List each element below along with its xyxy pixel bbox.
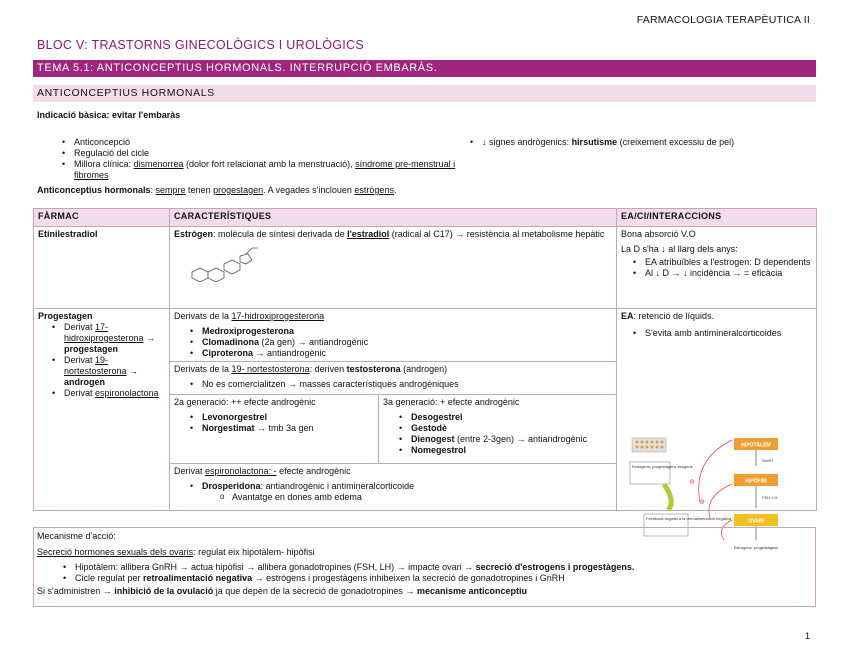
list-item: • EA atribuïbles a l'estrogen: D dependents <box>633 257 812 268</box>
minus-icon: ⊖ <box>699 499 705 506</box>
hipofisi-label: HIPÒFISI <box>745 478 767 485</box>
ea-text: La D s'ha ↓ al llarg dels anys: <box>621 244 738 254</box>
clinic-mid: (dolor fort relacionat amb la menstruació), <box>183 159 356 169</box>
pill-pack-icon <box>632 438 666 452</box>
nortest-link: 19- nortestosterona <box>231 364 310 374</box>
etinilestradiol-ea <box>617 227 817 309</box>
hormonal-label: Anticonceptius hormonals <box>37 185 151 195</box>
clomadinona-rest: (2a gen) → antiandrogènic <box>259 337 369 347</box>
list-item <box>52 355 165 388</box>
hormonal-p2: tenen <box>185 185 214 195</box>
estradiol-link: l'estradiol <box>347 229 390 239</box>
estrogen-label: Estrògen <box>174 229 214 239</box>
col-header-ea: EA/CI/INTERACCIONS <box>617 209 817 227</box>
nortest-cell <box>170 362 616 395</box>
list-item <box>52 322 165 355</box>
final-mid: ja que depèn de la secreció de gonadotropines → <box>213 586 417 596</box>
list-item: • No es comercialitzen → masses característiques androgèniques <box>190 379 612 390</box>
molecule-structure-icon <box>180 242 260 282</box>
col-header-farmac: FÀRMAC <box>34 209 170 227</box>
indicacio-text: evitar l'embaràs <box>109 110 181 120</box>
gen2-cell <box>170 395 379 464</box>
gestode: Gestodè <box>411 423 448 433</box>
list-item: • S'evita amb antimineralcorticoides <box>633 328 812 339</box>
note-exogens: Estrogens, progestàgens exògens <box>632 464 693 469</box>
char-text: (radical al C17) → resistència al metabolisme hepàtic <box>389 229 605 239</box>
dienogest-rest: (entre 2-3gen) → antiandrogènic <box>454 434 588 444</box>
ea-text: Bona absorció V.O <box>621 229 696 239</box>
section-banner: ANTICONCEPTIUS HORMONALS <box>33 85 816 102</box>
intro-list-right <box>470 137 810 148</box>
ea-label: EA <box>621 311 634 321</box>
drosperidona: Drosperidona <box>202 481 261 491</box>
espiro-link: espironolactona: - <box>205 466 277 476</box>
gen2-title: 2a generació: ++ efecte androgènic <box>174 397 316 407</box>
note-feedback: Feedback negatiu a la retroalimentació negativa <box>646 516 732 521</box>
espiro-cell <box>170 464 616 511</box>
list-item: o Avantatge en dones amb edema <box>220 492 612 503</box>
list-item <box>52 388 165 399</box>
final-bold1: inhibició de la ovulació <box>114 586 214 596</box>
output-label: Estrògens, progestàgens <box>733 545 779 550</box>
list-item <box>63 562 812 573</box>
list-item: • Al ↓ D → ↓ incidència → = eficàcia <box>633 268 812 279</box>
espiro-post: efecte androgènic <box>276 466 351 476</box>
arrow-text: → <box>126 366 139 376</box>
list-item: • Anticoncepció <box>62 137 462 148</box>
progestagen-text: progestagen <box>213 185 264 195</box>
secrecio-link: Secreció hormones sexuals dels ovaris <box>37 547 194 557</box>
nortest-pre: Derivats de la <box>174 364 232 374</box>
list-item <box>399 445 612 456</box>
ciproterona: Ciproterona <box>202 348 254 358</box>
hormonal-p1: : <box>150 185 156 195</box>
nortestosterona-link: 19-nortestosterona <box>64 355 127 376</box>
drug-name: Etinilestradiol <box>38 229 98 239</box>
estrogens-text: estrògens <box>354 185 394 195</box>
list-item <box>399 423 612 434</box>
hormonal-line <box>37 185 396 196</box>
hipotalem-label: HIPOTÀLEM <box>741 442 771 449</box>
hormonal-p4: . <box>393 185 397 195</box>
final-bold2: mecanisme anticonceptiu <box>416 586 527 596</box>
tema-banner: TEMA 5.1: ANTICONCEPTIUS HORMONALS. INTERRUPCIÓ EMBARÀS. <box>33 60 816 77</box>
dismenorrea-text: dismenorrea <box>133 159 184 169</box>
b1-bold: secreció d'estrogens i progestàgens. <box>475 562 635 572</box>
list-item: • Regulació del cicle <box>62 148 462 159</box>
course-title: FARMACOLOGIA TERAPÈUTICA II <box>636 14 810 26</box>
b1-pre: Hipotàlem: allibera GnRH → actua hipòfisi → allibera gonadotropines (FSH, LH) → impacte ovari → <box>75 562 476 572</box>
bloc-title: BLOC V: TRASTORNS GINECOLÒGICS I UROLÒGICS <box>37 38 365 52</box>
nomegestrol: Nomegestrol <box>411 445 467 455</box>
b2-bold: retroalimentació negativa <box>143 573 253 583</box>
gen3-cell <box>379 395 617 464</box>
page-number: 1 <box>804 631 810 641</box>
clinic-prefix: Millora clínica: <box>74 159 134 169</box>
list-item <box>190 348 612 359</box>
hidroxi-cell <box>170 309 616 362</box>
list-item <box>190 481 612 503</box>
norgestimat-rest: → tmb 3a gen <box>254 423 314 433</box>
androgen-bold: androgen <box>64 377 106 387</box>
derivat-label: Derivat <box>64 322 96 332</box>
col-header-caracteristiques: CARACTERÍSTIQUES <box>170 209 617 227</box>
ea-rest: : retenció de líquids. <box>633 311 715 321</box>
hidroxi-pre: Derivats de la <box>174 311 232 321</box>
list-item <box>190 326 612 337</box>
gnrh-label: GnRH <box>762 458 774 463</box>
medroxiprogesterona: Medroxiprogesterona <box>202 326 295 336</box>
indicacio-line <box>37 110 180 121</box>
table-row <box>34 227 817 309</box>
hidroxiprogesterona-link: 17-hidroxiprogesterona <box>64 322 144 343</box>
final-pre: Si s'administren → <box>37 586 115 596</box>
list-item <box>63 573 812 584</box>
androgen-prefix: ↓ signes andrògenics: <box>482 137 572 147</box>
char-text: : molècula de síntesi derivada de <box>213 229 348 239</box>
indicacio-label: Indicació bàsica: <box>37 110 110 120</box>
derivat-label: Derivat <box>64 355 96 365</box>
progestagen-subtable <box>170 309 616 510</box>
mechanism-box <box>33 527 816 607</box>
list-item <box>190 337 612 348</box>
espironolactona-link: espironolactona <box>95 388 159 398</box>
secrecio-rest: : regulat eix hipotàlem- hipòfisi <box>193 547 315 557</box>
hidroxi-link: 17-hidroxiprogesterona <box>231 311 325 321</box>
list-item <box>399 412 612 423</box>
drug-name: Progestagen <box>38 311 93 321</box>
minus-icon: ⊖ <box>689 479 695 486</box>
levonorgestrel: Levonorgestrel <box>202 412 268 422</box>
fsh-lh-label: FSH, LH <box>762 495 778 500</box>
drosperidona-rest: : antiandrogènic i antimineralcorticoide <box>260 481 415 491</box>
list-item <box>470 137 810 148</box>
spm-text: síndrome pre-menstrual i fibromes <box>74 159 456 180</box>
drug-etinilestradiol <box>34 227 170 309</box>
gen3-title: 3a generació: + efecte androgènic <box>383 397 520 407</box>
androgen-suffix: (creixement excessiu de pel) <box>617 137 735 147</box>
etinilestradiol-characteristics <box>170 227 617 309</box>
norgestimat: Norgestimat <box>202 423 255 433</box>
list-item <box>399 434 612 445</box>
nortest-post: (androgen) <box>400 364 448 374</box>
ovari-label: OVARI <box>748 518 764 525</box>
table-header-row <box>34 209 817 227</box>
ciproterona-rest: → antiandrogènic <box>253 348 327 358</box>
progestagen-characteristics <box>170 309 617 511</box>
sempre-text: sempre <box>155 185 186 195</box>
clomadinona: Clomadinona <box>202 337 260 347</box>
derivat-label: Derivat <box>64 388 96 398</box>
list-item <box>190 412 374 423</box>
espiro-pre: Derivat <box>174 466 206 476</box>
list-item <box>190 423 374 434</box>
green-arrow-icon <box>664 484 671 510</box>
list-item <box>62 159 462 181</box>
b2-rest: → estrògens i progestàgens inhibeixen la secreció de gonadotropines i GnRH <box>252 573 565 583</box>
nortest-mid: : deriven <box>309 364 347 374</box>
progestagen-bold: progestagen <box>64 344 119 354</box>
hirsutisme-text: hirsutisme <box>571 137 618 147</box>
b2-pre: Cicle regulat per <box>75 573 144 583</box>
drug-progestagen <box>34 309 170 511</box>
feedback-arrow <box>699 440 732 502</box>
arrow-text: → <box>143 333 156 343</box>
feedback-arrow <box>709 484 732 518</box>
mechanism-title: Mecanisme d'acció: <box>37 531 116 541</box>
intro-list-left <box>62 137 462 181</box>
hormonal-p3: . A vegades s'inclouen <box>263 185 355 195</box>
dienogest: Dienogest <box>411 434 455 444</box>
testosterona-bold: testosterona <box>346 364 401 374</box>
desogestrel: Desogestrel <box>411 412 463 422</box>
